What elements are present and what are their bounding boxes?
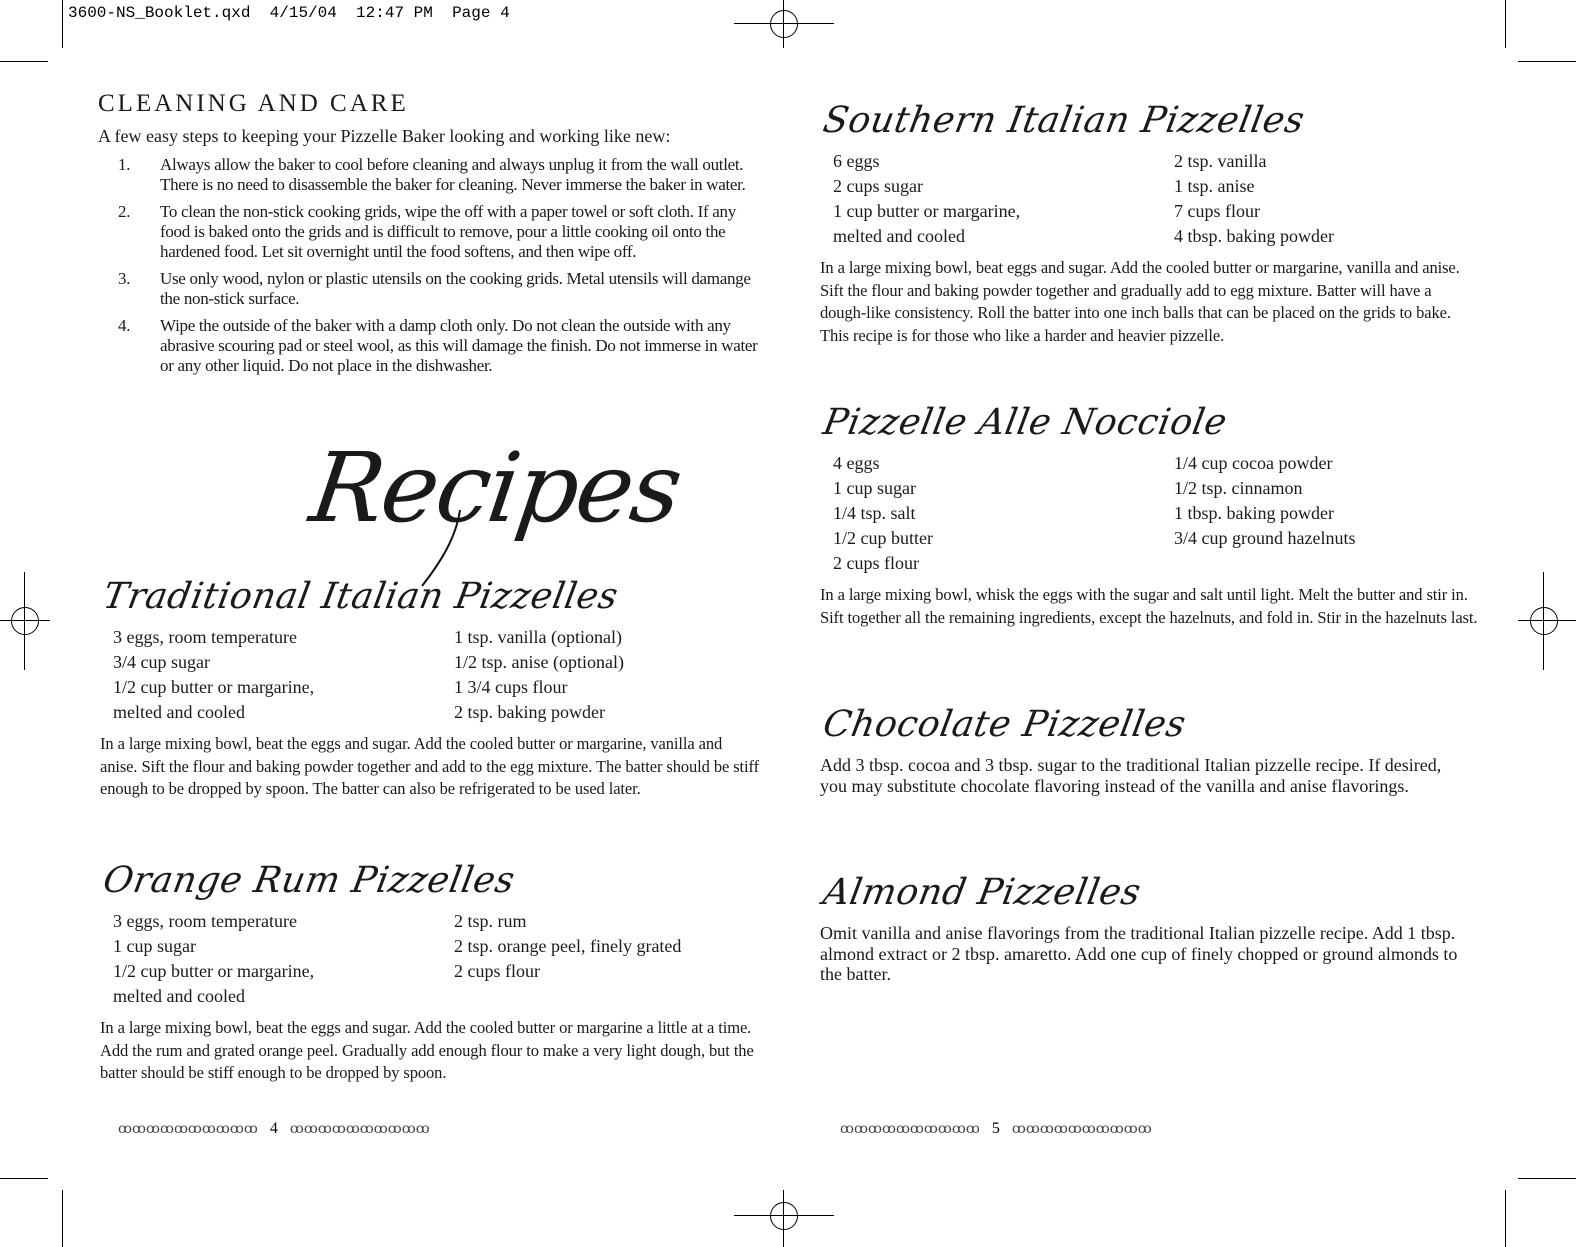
list-item [98, 202, 758, 262]
ingredient: 3/4 cup sugar [113, 652, 210, 672]
crop-mark-tl-h [0, 61, 48, 62]
chocolate-text: Add 3 tbsp. cocoa and 3 tbsp. sugar to the traditional Italian pizzelle recipe. If desired, you may substitute chocolate flavoring instead of the vanilla and anise flavorings. [820, 755, 1442, 796]
ingredient: 1 tsp. anise [1174, 176, 1255, 196]
ingredient: 2 tsp. rum [454, 911, 527, 931]
left-page-footer [118, 1120, 430, 1138]
ornament-border: ꝏꝏꝏꝏꝏꝏꝏꝏꝏꝏ [1011, 1121, 1152, 1137]
crop-mark-br-v [1505, 1190, 1506, 1247]
ingredient: 1 cup butter or margarine, [833, 201, 1021, 221]
ingredient: 1/2 cup butter [833, 528, 933, 548]
traditional-ingredients [100, 625, 760, 725]
step-number: 2. [118, 202, 131, 221]
ingredient: 2 cups flour [454, 961, 540, 981]
ingredient: 1/2 tsp. anise (optional) [454, 652, 624, 672]
nocciole-ingredients [820, 451, 1480, 576]
ingredient: 1/2 cup butter or margarine, [113, 677, 315, 697]
orange-rum-ingredients [100, 909, 760, 1009]
ingredient: 3 eggs, room temperature [113, 911, 297, 931]
ingredient: 1 cup sugar [833, 478, 916, 498]
crop-mark-br-h [1518, 1178, 1576, 1179]
ingredient: 2 tsp. orange peel, finely grated [454, 936, 682, 956]
page-number-right: 5 [991, 1120, 1000, 1137]
left-page [98, 90, 758, 383]
cleaning-steps [98, 155, 758, 376]
crop-mark-tr-h [1518, 61, 1576, 62]
nocciole-title: Pizzelle Alle Nocciole [820, 402, 1231, 443]
ingredient: 4 tbsp. baking powder [1174, 226, 1334, 246]
step-number: 1. [118, 155, 131, 174]
nocciole-recipe [820, 402, 1480, 629]
southern-recipe [820, 100, 1480, 347]
traditional-method: In a large mixing bowl, beat the eggs and sugar. Add the cooled butter or margarine, vanilla and anise. Sift the flour and baking powder together and add to the egg mixture. The batter should be stiff enough to be dropped by spoon. The batter can also be refrigerated to be used later. [100, 734, 760, 798]
ingredient: 2 tsp. baking powder [454, 702, 605, 722]
ingredient: 1 3/4 cups flour [454, 677, 568, 697]
almond-title: Almond Pizzelles [820, 872, 1145, 913]
ingredient: 1/4 tsp. salt [833, 503, 916, 523]
ornament-border: ꝏꝏꝏꝏꝏꝏꝏꝏꝏꝏ [118, 1121, 258, 1137]
cleaning-heading: CLEANING AND CARE [98, 90, 409, 117]
southern-title: Southern Italian Pizzelles [820, 100, 1308, 141]
step-text: Use only wood, nylon or plastic utensils on the cooking grids. Metal utensils will damange the non-stick surface. [160, 269, 751, 308]
ingredient [454, 984, 754, 1009]
ingredient: 2 cups flour [833, 553, 919, 573]
ornament-border: ꝏꝏꝏꝏꝏꝏꝏꝏꝏꝏ [840, 1121, 980, 1137]
ingredient: 1/4 cup cocoa powder [1174, 453, 1333, 473]
traditional-recipe [100, 576, 760, 801]
ingredient: 1 cup sugar [113, 936, 196, 956]
list-item [98, 316, 758, 376]
file-slug: 3600-NS_Booklet.qxd 4/15/04 12:47 PM Page 4 [68, 4, 510, 22]
ingredient: 1/2 tsp. cinnamon [1174, 478, 1303, 498]
traditional-title: Traditional Italian Pizzelles [100, 576, 622, 617]
ingredient: 7 cups flour [1174, 201, 1260, 221]
ingredient: 2 cups sugar [833, 176, 923, 196]
crop-mark-tr-v [1505, 0, 1506, 48]
step-text: Always allow the baker to cool before cleaning and always unplug it from the wall outlet. There is no need to disassemble the baker for cleaning. Never immerse the baker in water. [160, 155, 746, 194]
crop-mark-bl-v [62, 1190, 63, 1247]
ingredient: 1 tsp. vanilla (optional) [454, 627, 622, 647]
orange-rum-title: Orange Rum Pizzelles [100, 860, 519, 901]
cleaning-intro: A few easy steps to keeping your Pizzelle Baker looking and working like new: [98, 126, 671, 146]
ingredient: 2 tsp. vanilla [1174, 151, 1267, 171]
ingredient: melted and cooled [113, 986, 245, 1006]
almond-text: Omit vanilla and anise flavorings from the traditional Italian pizzelle recipe. Add 1 tbsp. almond extract or 2 tbsp. amaretto. Add one cup of finely chopped or ground almonds to the batter. [820, 923, 1458, 984]
right-page-footer [840, 1120, 1152, 1138]
crop-mark-bl-h [0, 1178, 48, 1179]
chocolate-recipe [820, 704, 1460, 796]
crop-mark-tl-v [62, 0, 63, 48]
nocciole-method: In a large mixing bowl, whisk the eggs with the sugar and salt until light. Melt the butter and stir in. Sift together all the remaining ingredients, except the hazelnuts, and fold in. Stir in the hazelnuts last. [820, 585, 1478, 627]
ingredient: 3 eggs, room temperature [113, 627, 297, 647]
ornament-border: ꝏꝏꝏꝏꝏꝏꝏꝏꝏꝏ [289, 1121, 430, 1137]
list-item [98, 155, 758, 195]
page-number-left: 4 [269, 1120, 278, 1137]
ingredient: 1/2 cup butter or margarine, [113, 961, 315, 981]
chocolate-title: Chocolate Pizzelles [820, 704, 1189, 745]
ingredient: 6 eggs [833, 151, 880, 171]
list-item [98, 269, 758, 309]
southern-method: In a large mixing bowl, beat eggs and sugar. Add the cooled butter or margarine, vanilla and anise. Sift the flour and baking powder together and gradually add to egg mixture. Batter will have a dough-like consistency. Roll the batter into one inch balls that can be placed on the grids to bake. This recipe is for those who like a harder and heavier pizzelle. [820, 258, 1460, 345]
step-text: To clean the non-stick cooking grids, wipe the off with a paper towel or soft cloth. If any food is baked onto the grids and is difficult to remove, pour a little cooking oil onto the hardened food. Let sit overnight until the food softens, and then wipe off. [160, 202, 736, 261]
orange-rum-recipe [100, 860, 760, 1085]
ingredient: 3/4 cup ground hazelnuts [1174, 528, 1356, 548]
ingredient: melted and cooled [833, 226, 965, 246]
recipes-title: Recipes [304, 432, 687, 544]
ingredient: melted and cooled [113, 702, 245, 722]
ingredient: 4 eggs [833, 453, 880, 473]
almond-recipe [820, 872, 1460, 985]
step-number: 4. [118, 316, 131, 335]
ingredient [1174, 551, 1474, 576]
step-number: 3. [118, 269, 131, 288]
orange-rum-method: In a large mixing bowl, beat the eggs and sugar. Add the cooled butter or margarine a little at a time. Add the rum and grated orange peel. Gradually add enough flour to make a very light dough, but the batter should be stiff enough to be dropped by spoon. [100, 1018, 754, 1082]
ingredient: 1 tbsp. baking powder [1174, 503, 1334, 523]
step-text: Wipe the outside of the baker with a damp cloth only. Do not clean the outside with any abrasive scouring pad or steel wool, as this will damage the finish. Do not immerse in water or any other liquid. Do not place in the dishwasher. [160, 316, 758, 375]
southern-ingredients [820, 149, 1480, 249]
